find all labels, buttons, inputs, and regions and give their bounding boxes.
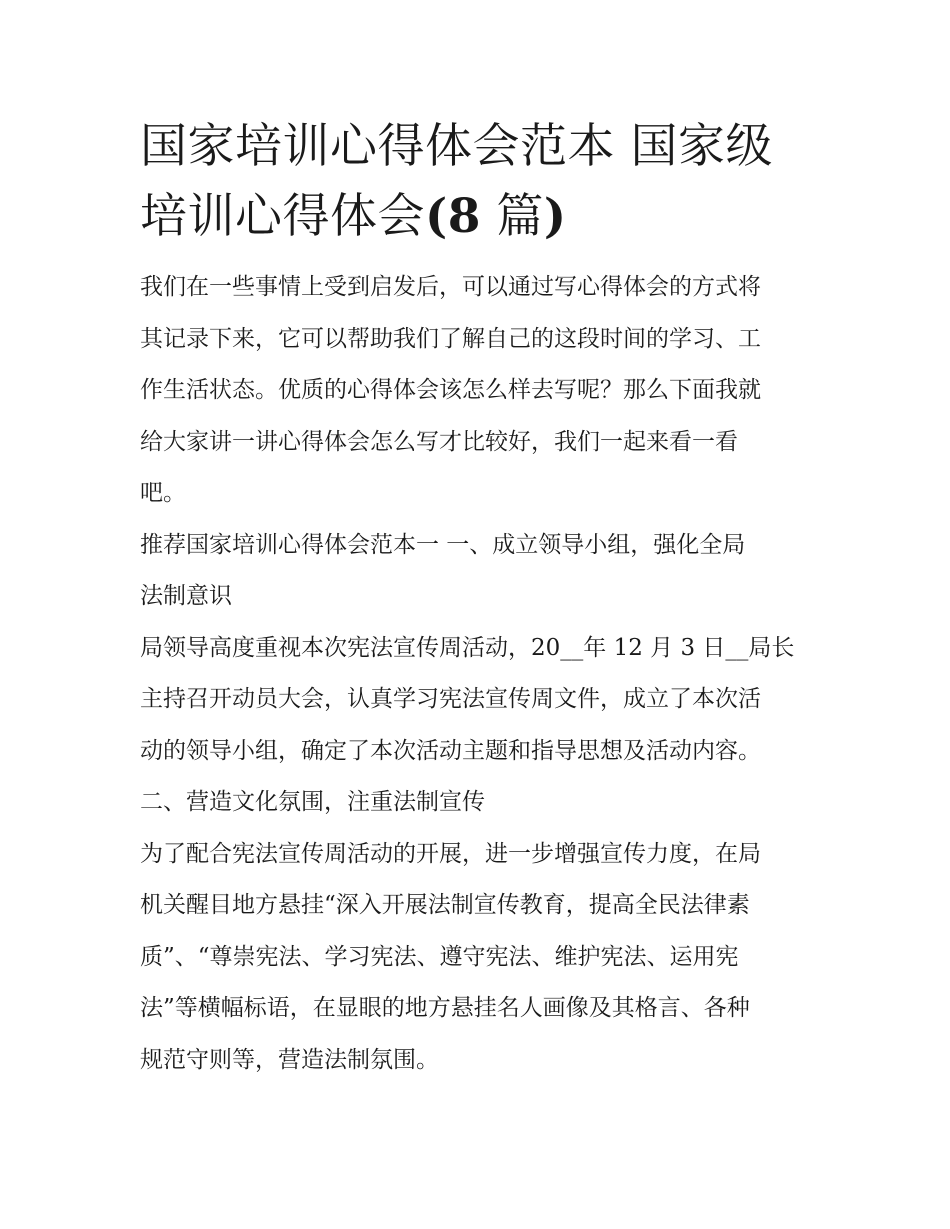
body-line: 规范守则等，营造法制氛围。	[140, 1046, 439, 1073]
body-line: 吧。	[140, 480, 186, 506]
title-line-2-close: )	[543, 189, 567, 244]
body-line: 为了配合宪法宣传周活动的开展，进一步增强宣传力度，在局	[140, 840, 761, 867]
title-line-2	[140, 182, 820, 252]
body-line: 动的领导小组，确定了本次活动主题和指导思想及活动内容。	[140, 737, 761, 764]
body-line: 我们在一些事情上受到启发后，可以通过写心得体会的方式将	[140, 274, 761, 300]
body-line: 其记录下来，它可以帮助我们了解自己的这段时间的学习、工	[140, 325, 761, 352]
body-line: 质”、“尊崇宪法、学习宪法、遵守宪法、维护宪法、运用宪	[140, 943, 739, 970]
section-heading-line: 二、营造文化氛围，注重法制宣传	[140, 789, 485, 815]
body-line: 法”等横幅标语，在显眼的地方悬挂名人画像及其格言、各种	[140, 995, 750, 1021]
title-line-2-number: (8	[425, 189, 481, 244]
body-line: 主持召开动员大会，认真学习宪法宣传周文件，成立了本次活	[140, 686, 761, 712]
body-line: 局领导高度重视本次宪法宣传周活动，20__年 12 月 3 日__局长	[140, 634, 795, 661]
title-line-2-prefix: 培训心得体会	[140, 189, 425, 244]
document-body	[140, 262, 820, 1086]
title-line-2-suffix: 篇	[480, 189, 544, 244]
title-line-1: 国家培训心得体会范本 国家级	[140, 119, 773, 174]
section-heading-line: 推荐国家培训心得体会范本一 一、成立领导小组，强化全局	[140, 531, 746, 558]
body-line: 给大家讲一讲心得体会怎么写才比较好，我们一起来看一看	[140, 428, 738, 455]
body-line: 作生活状态。优质的心得体会该怎么样去写呢？那么下面我就	[140, 377, 761, 403]
body-line: 机关醒目地方悬挂“深入开展法制宣传教育，提高全民法律素	[140, 892, 750, 918]
section-heading-line: 法制意识	[140, 583, 232, 609]
document-page	[140, 112, 820, 1086]
document-title	[140, 112, 820, 252]
